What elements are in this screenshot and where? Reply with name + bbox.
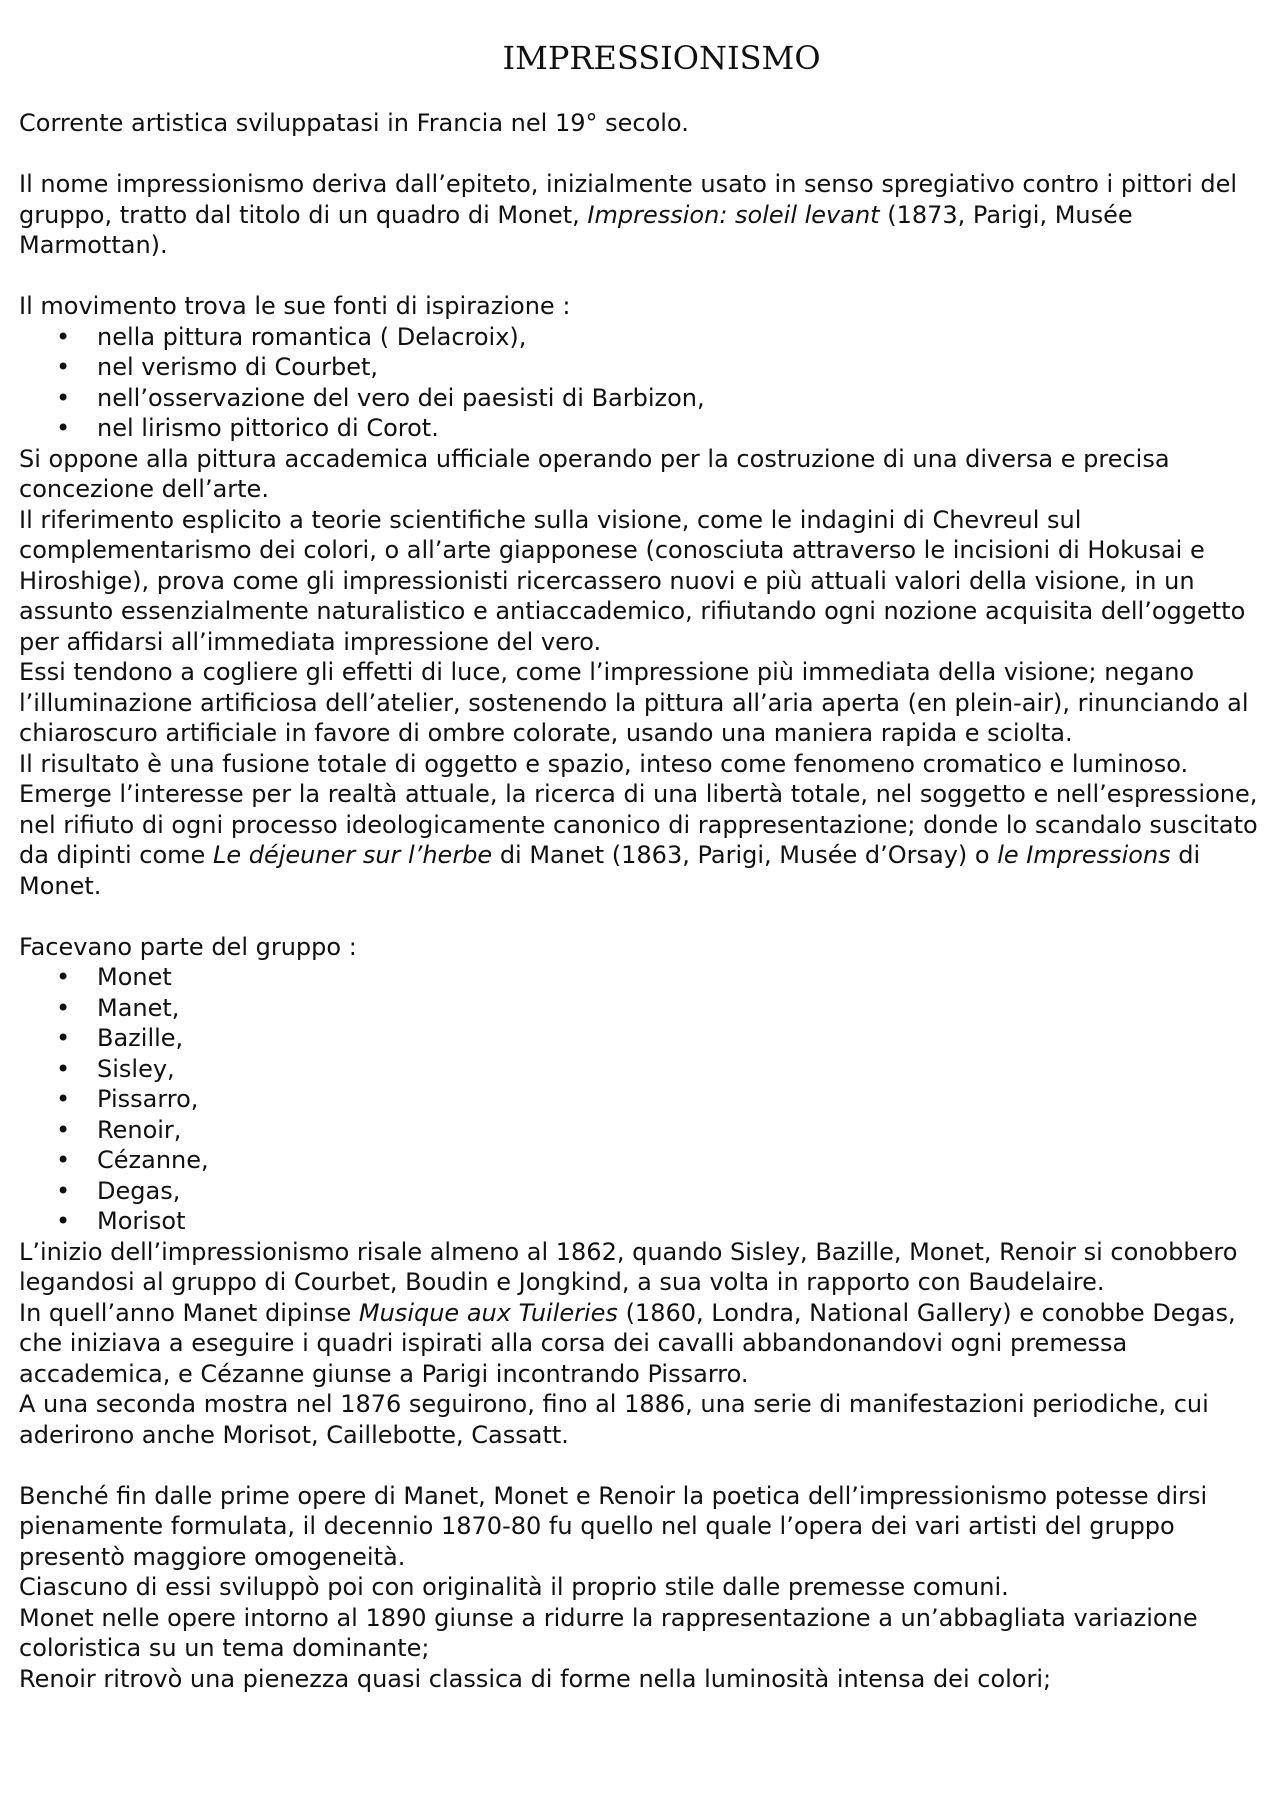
list-item — [19, 352, 1264, 383]
emerge-text: di Monet. — [19, 841, 1201, 900]
body-paragraph: Si oppone alla pittura accademica ufficiale operando per la costruzione di una diversa e precisa concezione dell’arte. — [19, 444, 1170, 503]
list-item-text: Bazille, — [97, 1024, 184, 1052]
document-title: IMPRESSIONISMO — [502, 39, 821, 77]
document-page — [19, 36, 1264, 1694]
list-item — [19, 1145, 1264, 1176]
bullet-icon: • — [56, 1176, 71, 1205]
bullet-icon: • — [56, 322, 71, 351]
artwork-title: le Impressions — [997, 841, 1171, 869]
emerge-text: Emerge l’interesse per la realtà attuale, la ricerca di una libertà totale, nel soggetto e nell’espressione, nel rifiuto di ogni processo ideologicamente canonico di rappresentazione; donde lo scandalo suscitato da dipinti come — [19, 780, 1258, 869]
body-paragraph: Renoir ritrovò una pienezza quasi classica di forme nella luminosità intensa dei colori; — [19, 1664, 1052, 1693]
list-item — [19, 322, 1264, 353]
bullet-icon: • — [56, 1146, 71, 1174]
emerge-text: di Manet (1863, Parigi, Musée d’Orsay) o — [492, 841, 998, 869]
bullet-icon: • — [56, 1207, 71, 1235]
list-item — [19, 1176, 1264, 1207]
manet-paragraph — [19, 1298, 1264, 1390]
paragraph-gap — [19, 901, 1264, 932]
list-item-text: nell’osservazione del vero dei paesisti di Barbizon, — [97, 383, 705, 412]
manet-text-before: In quell’anno Manet dipinse — [19, 1298, 359, 1327]
artwork-title: Musique aux Tuileries — [358, 1298, 618, 1327]
list-item-text: Renoir, — [97, 1115, 182, 1144]
list-item — [19, 383, 1264, 414]
list-item-text: Pissarro, — [97, 1085, 199, 1113]
list-item — [19, 993, 1264, 1024]
body-paragraph: L’inizio dell’impressionismo risale almeno al 1862, quando Sisley, Bazille, Monet, Renoir si conobbero legandosi al gruppo di Courbet, Boudin e Jongkind, a sua volta in rapporto con Baudelaire. — [19, 1237, 1238, 1296]
list-item-text: Manet, — [97, 993, 180, 1022]
body-paragraph: Monet nelle opere intorno al 1890 giunse a ridurre la rappresentazione a un’abbagliata variazione coloristica su un tema dominante; — [19, 1603, 1198, 1662]
body-paragraph: A una seconda mostra nel 1876 seguirono, fino al 1886, una serie di manifestazioni periodiche, cui aderirono anche Morisot, Caillebotte, Cassatt. — [19, 1390, 1209, 1449]
list-item-text: nella pittura romantica ( Delacroix), — [97, 322, 527, 351]
list-item — [19, 413, 1264, 444]
body-paragraph: Benché fin dalle prime opere di Manet, Monet e Renoir la poetica dell’impressionismo potesse dirsi pienamente formulata, il decennio 1870-80 fu quello nel quale l’opera dei vari artisti del gruppo presentò maggiore omogeneità. — [19, 1481, 1208, 1571]
bullet-icon: • — [56, 1115, 71, 1144]
bullet-icon: • — [56, 353, 71, 381]
paragraph-gap — [19, 261, 1264, 292]
bullet-icon: • — [56, 963, 71, 991]
bullet-icon: • — [56, 1085, 71, 1113]
origin-text-after: (1873, Parigi, Musée Marmottan). — [19, 200, 1133, 259]
list-item-text: Degas, — [97, 1176, 181, 1205]
list-item — [19, 1115, 1264, 1146]
list-item — [19, 1206, 1264, 1237]
list-item-text: Monet — [97, 963, 172, 991]
origin-artwork-title: Impression: soleil levant — [587, 200, 880, 229]
list-item — [19, 1084, 1264, 1115]
body-paragraph: Essi tendono a cogliere gli effetti di luce, come l’impressione più immediata della visione; negano l’illuminazione artificiosa dell’atelier, sostenendo la pittura all’aria aperta (en plein-air), rinunciando al chiaroscuro artificiale in favore di ombre colorate, usando una maniera rapida e sciolta. — [19, 658, 1249, 747]
bullet-icon: • — [56, 1024, 71, 1052]
sources-list — [19, 322, 1264, 444]
body-paragraph: Ciascuno di essi sviluppò poi con originalità il proprio stile dalle premesse comuni. — [19, 1573, 1009, 1601]
bullet-icon: • — [56, 383, 71, 412]
body-paragraph: Il riferimento esplicito a teorie scientifiche sulla visione, come le indagini di Chevreul sul complementarismo dei colori, o all’arte giapponese (conosciuta attraverso le incisioni di Hokusai e Hiroshige), prova come gli impressionisti ricercassero nuovi e più attuali valori della visione, in un assunto essenzialmente naturalistico e antiaccademico, rifiutando ogni nozione acquisita dell’oggetto per affidarsi all’immediata impressione del vero. — [19, 505, 1246, 656]
paragraph-gap — [19, 1450, 1264, 1481]
sources-intro: Il movimento trova le sue fonti di ispirazione : — [19, 292, 571, 320]
paragraph-gap — [19, 139, 1264, 170]
list-item — [19, 1054, 1264, 1085]
list-item-text: nel verismo di Courbet, — [97, 353, 379, 381]
origin-paragraph — [19, 169, 1264, 261]
artwork-title: Le déjeuner sur l’herbe — [212, 841, 493, 869]
list-item-text: Cézanne, — [97, 1146, 209, 1174]
bullet-icon: • — [56, 414, 71, 442]
list-item — [19, 962, 1264, 993]
body-paragraph: Il risultato è una fusione totale di oggetto e spazio, inteso come fenomeno cromatico e luminoso. — [19, 749, 1189, 778]
bullet-icon: • — [56, 993, 71, 1022]
list-item-text: Sisley, — [97, 1054, 175, 1083]
bullet-icon: • — [56, 1054, 71, 1083]
manet-text-after: (1860, Londra, National Gallery) e conobbe Degas, che iniziava a eseguire i quadri ispirati alla corsa dei cavalli abbandonandovi ogni premessa accademica, e Cézanne giunse a Parigi incontrando Pissarro. — [19, 1298, 1236, 1388]
group-list — [19, 962, 1264, 1237]
list-item-text: Morisot — [97, 1207, 186, 1235]
intro-paragraph: Corrente artistica sviluppatasi in Francia nel 19° secolo. — [19, 109, 689, 137]
origin-text-before: Il nome impressionismo deriva dall’epiteto, inizialmente usato in senso spregiativo contro i pittori del gruppo, tratto dal titolo di un quadro di Monet, — [19, 170, 1238, 229]
list-item-text: nel lirismo pittorico di Corot. — [97, 414, 439, 442]
emerge-paragraph — [19, 779, 1264, 901]
list-item — [19, 1023, 1264, 1054]
group-intro: Facevano parte del gruppo : — [19, 932, 357, 961]
